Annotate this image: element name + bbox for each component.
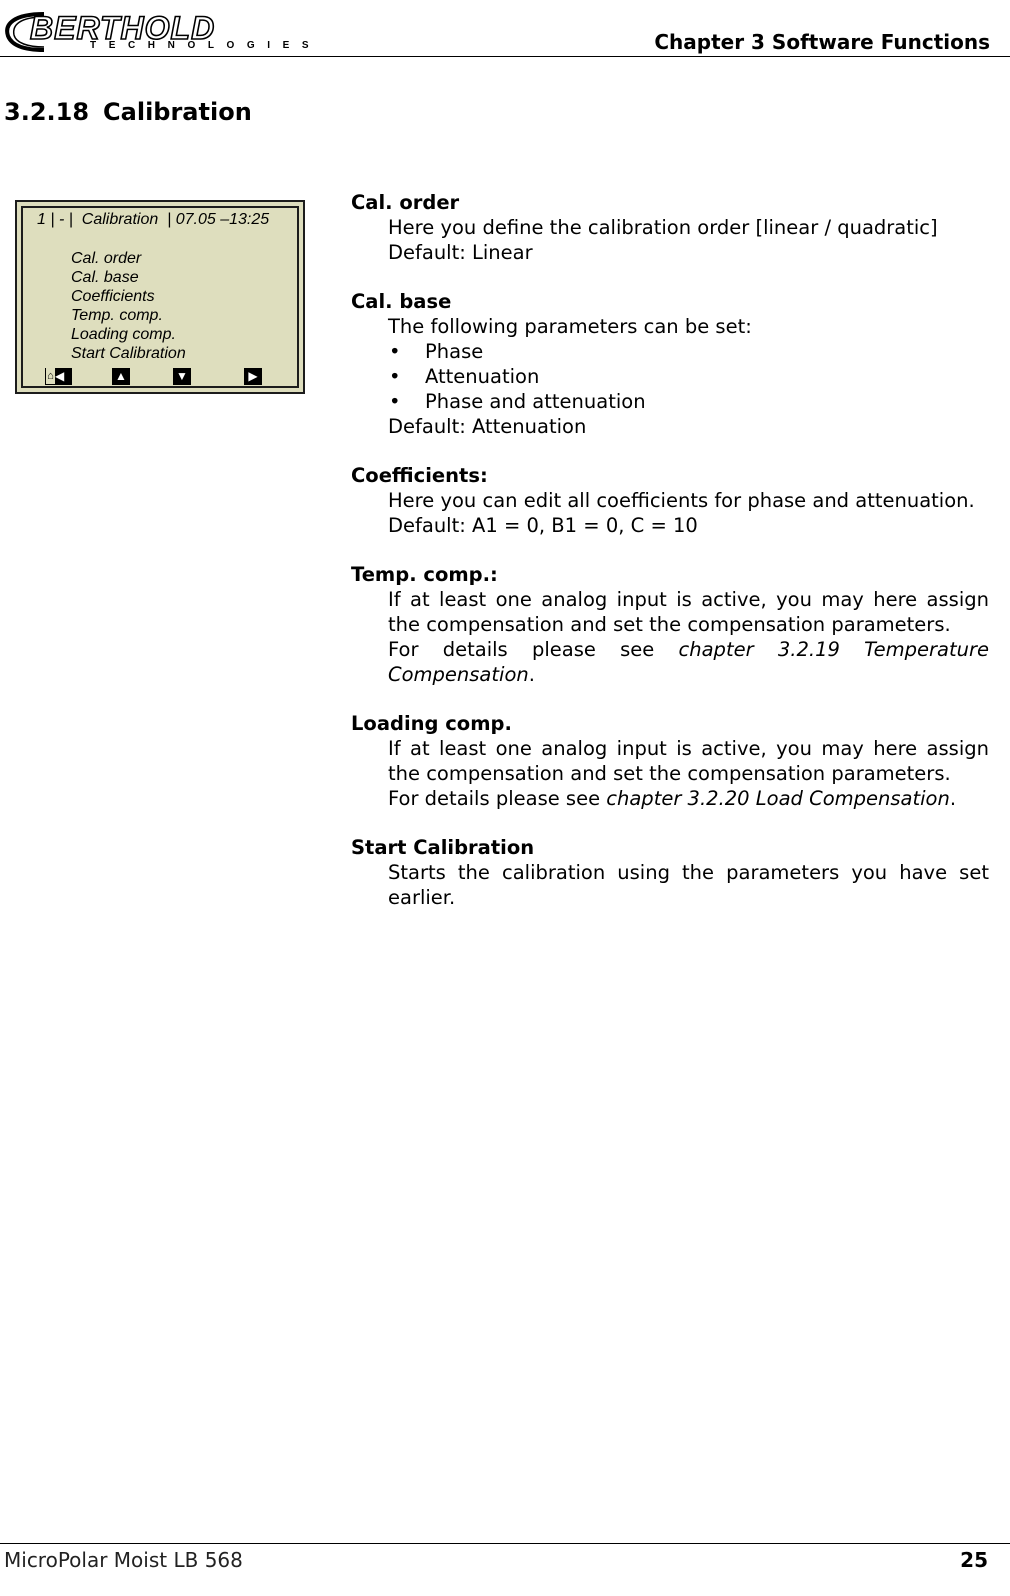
list-item: • Phase xyxy=(388,339,989,364)
entry-title: Temp. comp.: xyxy=(351,563,498,586)
entry-text: The following parameters can be set: xyxy=(388,315,752,338)
lcd-menu-item-cal-order[interactable]: Cal. order xyxy=(71,250,142,267)
lcd-menu-item-loading-comp[interactable]: Loading comp. xyxy=(71,326,176,343)
lcd-menu-item-temp-comp[interactable]: Temp. comp. xyxy=(71,307,163,324)
entry-text: If at least one analog input is active, you may here assign the compensation and set the compensation parameters. xyxy=(388,737,989,785)
lcd-softkeys xyxy=(23,368,297,386)
logo-subtext: TECHNOLOGIES xyxy=(90,40,322,51)
entry-default: Default: Linear xyxy=(388,241,533,264)
lcd-screen xyxy=(21,206,299,388)
right-arrow-icon: ▶ xyxy=(248,369,258,383)
down-key[interactable] xyxy=(173,368,191,385)
entry-body xyxy=(351,736,989,811)
entry-body xyxy=(351,860,989,910)
home-icon: ⌂ xyxy=(47,370,54,382)
home-back-key[interactable] xyxy=(45,368,72,385)
lcd-menu-item-cal-base[interactable]: Cal. base xyxy=(71,269,139,286)
reference-prefix: For details please see xyxy=(388,638,679,661)
entry-title: Loading comp. xyxy=(351,712,512,735)
entry-default: Default: Attenuation xyxy=(388,415,587,438)
berthold-logo xyxy=(4,10,322,54)
header-divider xyxy=(0,56,1010,57)
entry-title: Coefficients: xyxy=(351,464,488,487)
up-arrow-icon: ▲ xyxy=(115,369,127,383)
chapter-reference-link[interactable]: chapter 3.2.19 Temperature Compensation xyxy=(388,638,989,686)
entry-title: Start Calibration xyxy=(351,836,535,859)
entry-loading-comp xyxy=(351,711,989,811)
entry-start-calibration xyxy=(351,835,989,910)
section-number: 3.2.18 xyxy=(4,98,90,126)
lcd-menu-item-start-calibration[interactable]: Start Calibration xyxy=(71,345,186,362)
entry-default: Default: A1 = 0, B1 = 0, C = 10 xyxy=(388,514,698,537)
entry-text: If at least one analog input is active, you may here assign the compensation and set the compensation parameters. xyxy=(388,588,989,636)
footer-divider xyxy=(0,1543,1010,1544)
logo-wordmark: BERTHOLD xyxy=(30,10,216,46)
section-heading xyxy=(4,98,252,126)
entry-title: Cal. base xyxy=(351,290,452,313)
entry-text: Here you can edit all coefficients for phase and attenuation. xyxy=(388,489,975,512)
page-number: 25 xyxy=(960,1548,988,1572)
right-key[interactable] xyxy=(244,368,262,385)
entry-body xyxy=(351,587,989,687)
list-item: • Attenuation xyxy=(388,364,989,389)
entry-coefficients xyxy=(351,463,989,538)
down-arrow-icon: ▼ xyxy=(176,369,188,383)
footer-document-name: MicroPolar Moist LB 568 xyxy=(4,1548,243,1572)
reference-prefix: For details please see xyxy=(388,787,607,810)
left-arrow-icon: ◀ xyxy=(55,369,65,383)
entry-temp-comp xyxy=(351,562,989,687)
entry-text: Here you define the calibration order [linear / quadratic] xyxy=(388,216,938,239)
content-column xyxy=(351,190,989,934)
up-key[interactable] xyxy=(112,368,130,385)
lcd-menu xyxy=(71,249,186,363)
entry-body xyxy=(351,314,989,439)
entry-body xyxy=(351,215,989,265)
section-title: Calibration xyxy=(103,98,252,126)
reference-suffix: . xyxy=(949,787,957,810)
parameter-list xyxy=(388,339,989,414)
entry-reference xyxy=(388,637,989,687)
entry-text: Starts the calibration using the parameters you have set earlier. xyxy=(388,861,989,909)
reference-suffix: . xyxy=(528,663,535,686)
chapter-title: Chapter 3 Software Functions xyxy=(654,30,990,54)
entry-title: Cal. order xyxy=(351,191,460,214)
lcd-display xyxy=(15,200,305,394)
entry-reference xyxy=(388,786,989,811)
entry-body xyxy=(351,488,989,538)
entry-cal-order xyxy=(351,190,989,265)
chapter-reference-link[interactable]: chapter 3.2.20 Load Compensation xyxy=(606,787,950,810)
entry-cal-base xyxy=(351,289,989,439)
lcd-menu-item-coefficients[interactable]: Coefficients xyxy=(71,288,155,305)
lcd-status-line: 1 | - | Calibration | 07.05 –13:25 xyxy=(37,211,270,228)
list-item: • Phase and attenuation xyxy=(388,389,989,414)
